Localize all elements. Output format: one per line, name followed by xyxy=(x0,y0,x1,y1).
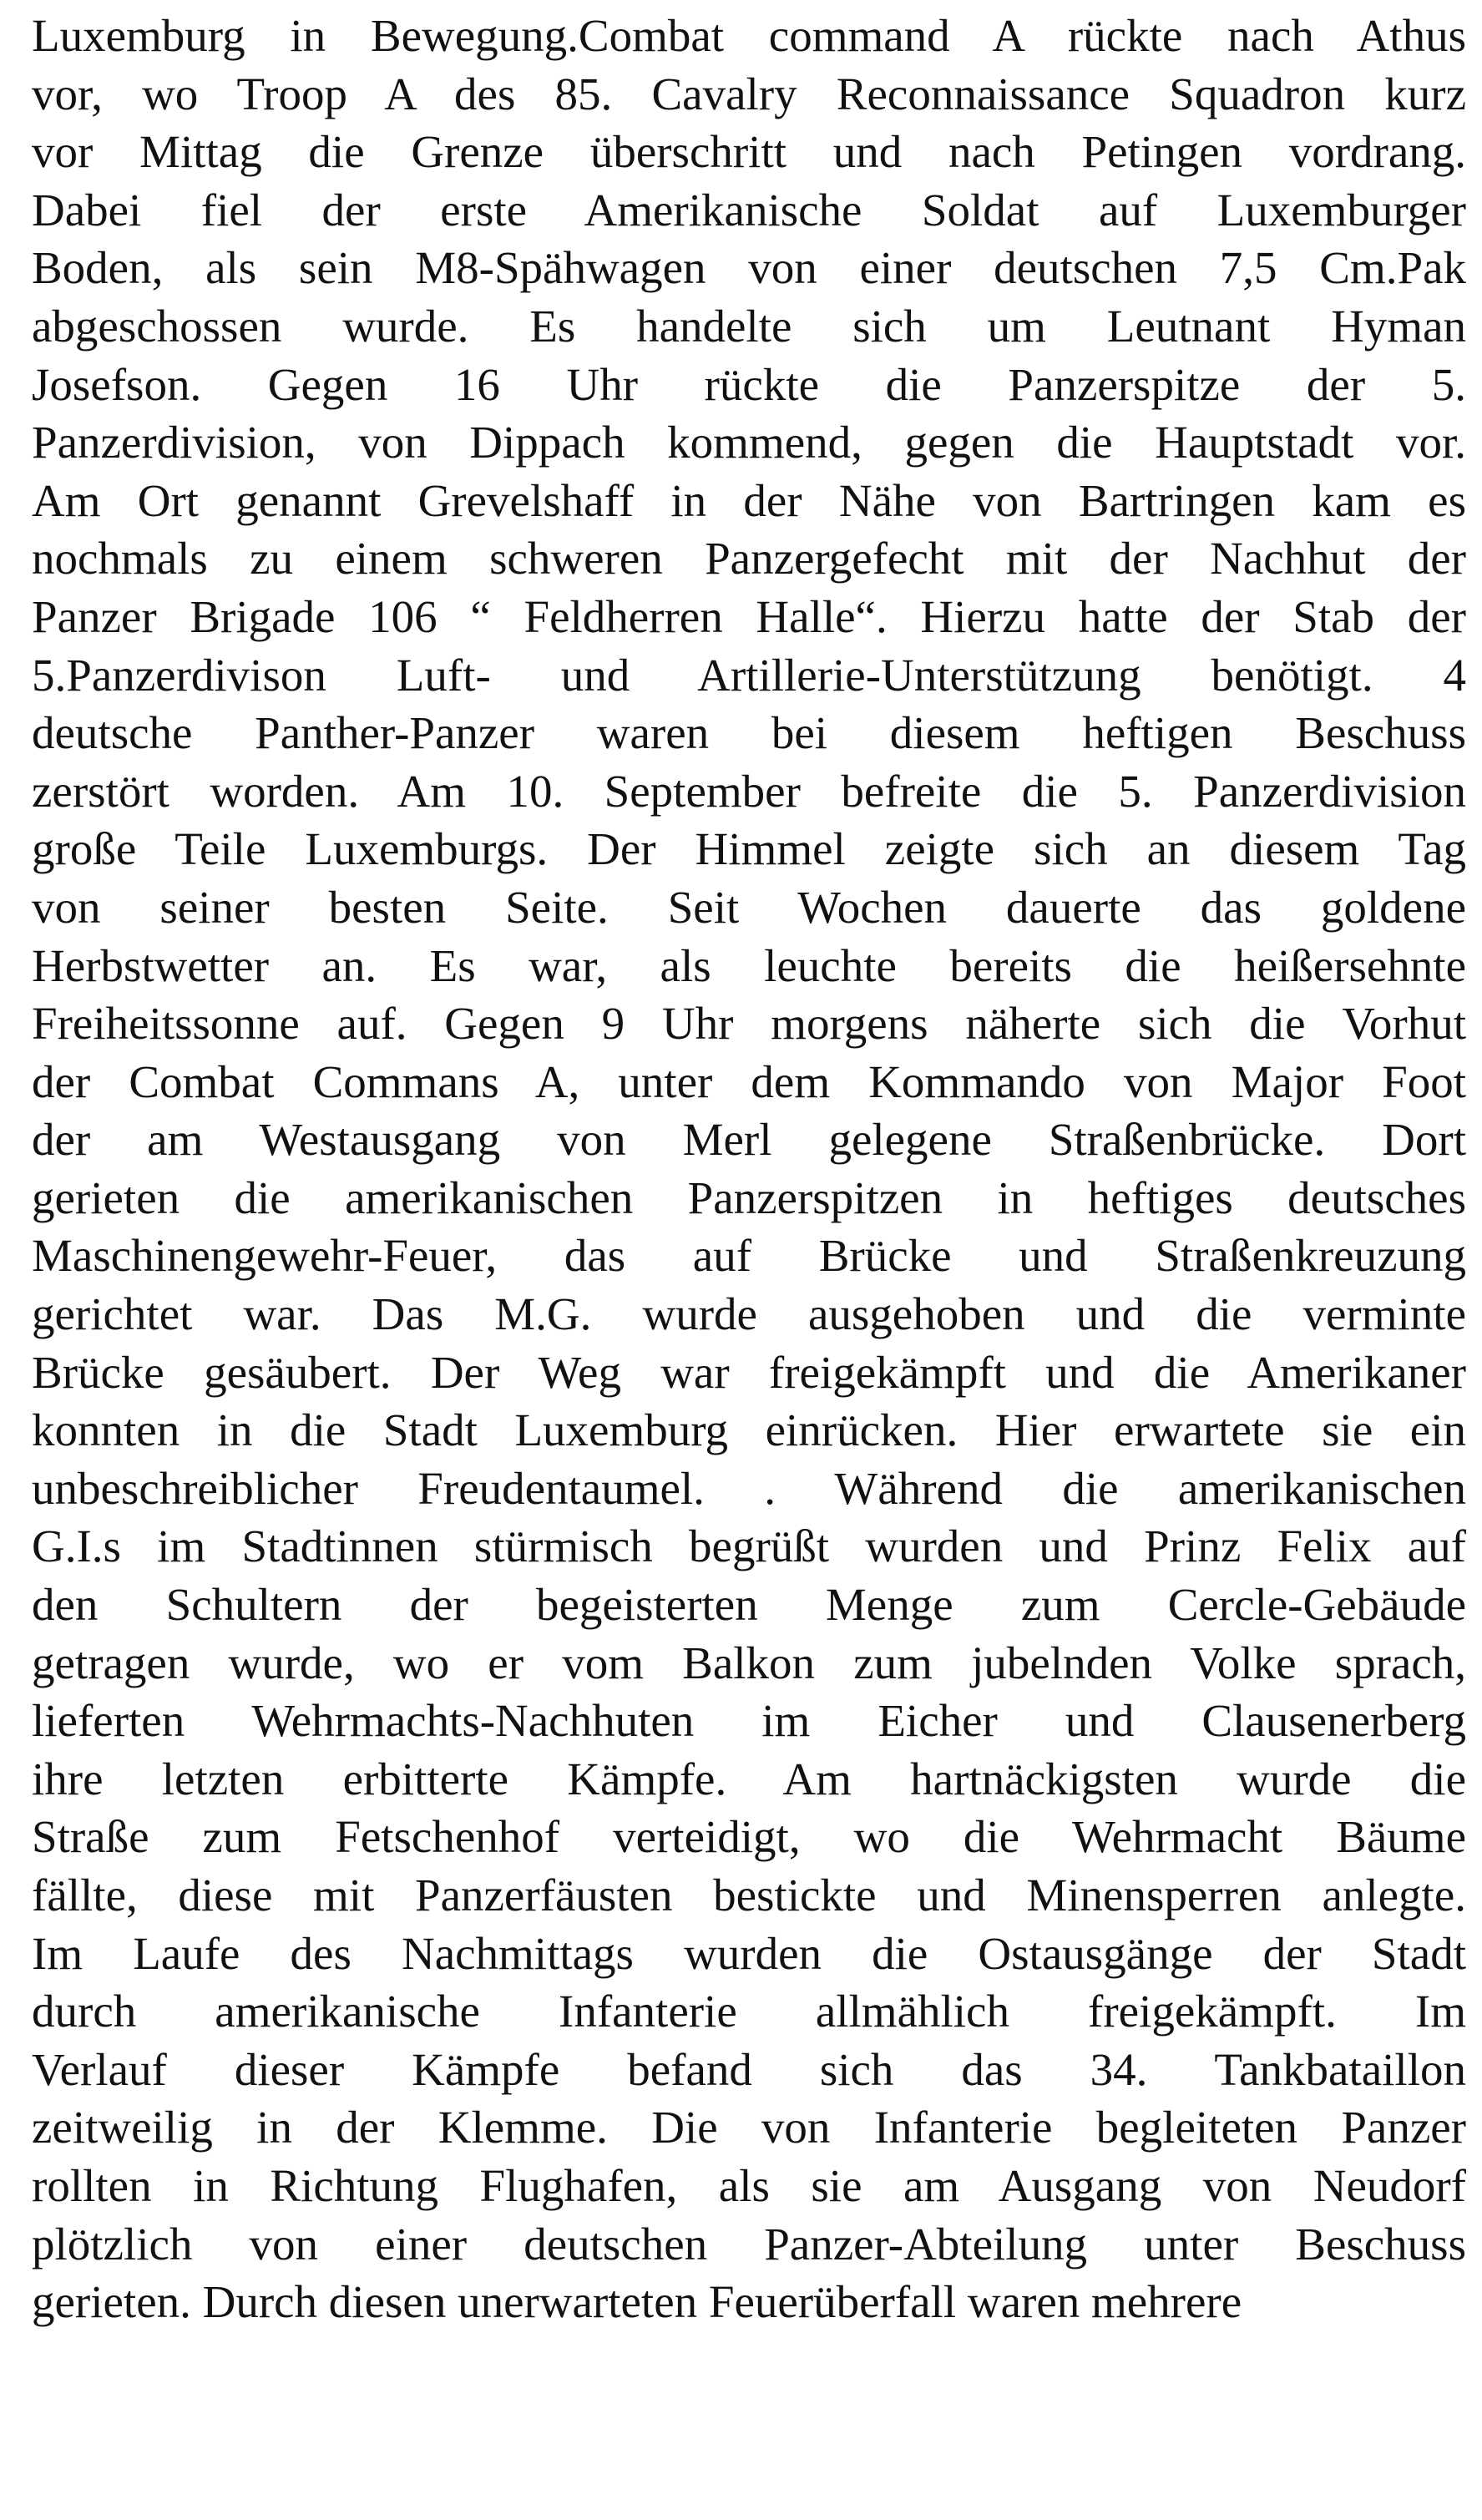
text-line: Maschinengewehr-Feuer, das auf Brücke und Straßenkreuzung xyxy=(32,1230,1466,1282)
text-line: Im Laufe des Nachmittags wurden die Ostausgänge der Stadt xyxy=(32,1927,1466,1979)
text-line: vor Mittag die Grenze überschritt und nach Petingen vordrang. xyxy=(32,126,1466,178)
document-page xyxy=(32,7,1466,2512)
text-line: ihre letzten erbitterte Kämpfe. Am hartnäckigsten wurde die xyxy=(32,1753,1466,1804)
text-line: rollten in Richtung Flughafen, als sie am Ausgang von Neudorf xyxy=(32,2159,1466,2211)
text-line: große Teile Luxemburgs. Der Himmel zeigte sich an diesem Tag xyxy=(32,823,1466,875)
text-line: G.I.s im Stadtinnen stürmisch begrüßt wurden und Prinz Felix auf xyxy=(32,1521,1466,1572)
text-line: gerieten. Durch diesen unerwarteten Feuerüberfall waren mehrere xyxy=(32,2276,1242,2328)
text-line: unbeschreiblicher Freudentaumel. . Während die amerikanischen xyxy=(32,1462,1466,1514)
text-line: Boden, als sein M8-Spähwagen von einer deutschen 7,5 Cm.Pak xyxy=(32,242,1466,294)
text-line: Dabei fiel der erste Amerikanische Soldat auf Luxemburger xyxy=(32,184,1466,235)
text-line: Freiheitssonne auf. Gegen 9 Uhr morgens näherte sich die Vorhut xyxy=(32,998,1466,1050)
text-line: Josefson. Gegen 16 Uhr rückte die Panzerspitze der 5. xyxy=(32,358,1466,410)
text-line: Straße zum Fetschenhof verteidigt, wo die Wehrmacht Bäume xyxy=(32,1811,1466,1863)
text-line: fällte, diese mit Panzerfäusten bestickte und Minensperren anlegte. xyxy=(32,1870,1466,1920)
text-line: abgeschossen wurde. Es handelte sich um Leutnant Hyman xyxy=(32,300,1466,352)
text-line: nochmals zu einem schweren Panzergefecht mit der Nachhut der xyxy=(32,533,1466,584)
text-line: Luxemburg in Bewegung.Combat command A rückte nach Athus xyxy=(32,10,1466,61)
text-line: vor, wo Troop A des 85. Cavalry Reconnaissance Squadron kurz xyxy=(32,68,1466,119)
text-line: Verlauf dieser Kämpfe befand sich das 34. Tankbataillon xyxy=(32,2043,1466,2095)
text-line: konnten in die Stadt Luxemburg einrücken. Hier erwartete sie ein xyxy=(32,1404,1466,1456)
text-line: durch amerikanische Infanterie allmählich freigekämpft. Im xyxy=(32,1986,1466,2037)
text-line: von seiner besten Seite. Seit Wochen dauerte das goldene xyxy=(32,881,1466,933)
text-line: plötzlich von einer deutschen Panzer-Abteilung unter Beschuss xyxy=(32,2218,1466,2270)
body-text xyxy=(32,7,1466,2331)
text-line: Panzer Brigade 106 “ Feldherren Halle“. Hierzu hatte der Stab der xyxy=(32,590,1466,642)
text-line: der am Westausgang von Merl gelegene Straßenbrücke. Dort xyxy=(32,1114,1466,1166)
text-line: deutsche Panther-Panzer waren bei diesem heftigen Beschuss xyxy=(32,707,1466,759)
text-line: lieferten Wehrmachts-Nachhuten im Eicher und Clausenerberg xyxy=(32,1695,1466,1747)
text-line: der Combat Commans A, unter dem Kommando von Major Foot xyxy=(32,1055,1466,1107)
text-line: gerichtet war. Das M.G. wurde ausgehoben und die verminte xyxy=(32,1288,1466,1340)
text-line: Panzerdivision, von Dippach kommend, gegen die Hauptstadt vor. xyxy=(32,417,1466,468)
text-line: zeitweilig in der Klemme. Die von Infanterie begleiteten Panzer xyxy=(32,2102,1466,2153)
text-line: getragen wurde, wo er vom Balkon zum jubelnden Volke sprach, xyxy=(32,1637,1466,1688)
text-line: Brücke gesäubert. Der Weg war freigekämpft und die Amerikaner xyxy=(32,1346,1466,1398)
text-line: Am Ort genannt Grevelshaff in der Nähe von Bartringen kam es xyxy=(32,474,1466,526)
text-line: Herbstwetter an. Es war, als leuchte bereits die heißersehnte xyxy=(32,939,1466,991)
text-line: den Schultern der begeisterten Menge zum Cercle-Gebäude xyxy=(32,1579,1466,1631)
text-line: zerstört worden. Am 10. September befreite die 5. Panzerdivision xyxy=(32,765,1466,817)
text-line: 5.Panzerdivison Luft- und Artillerie-Unterstützung benötigt. 4 xyxy=(32,649,1466,701)
text-line: gerieten die amerikanischen Panzerspitzen in heftiges deutsches xyxy=(32,1171,1466,1223)
